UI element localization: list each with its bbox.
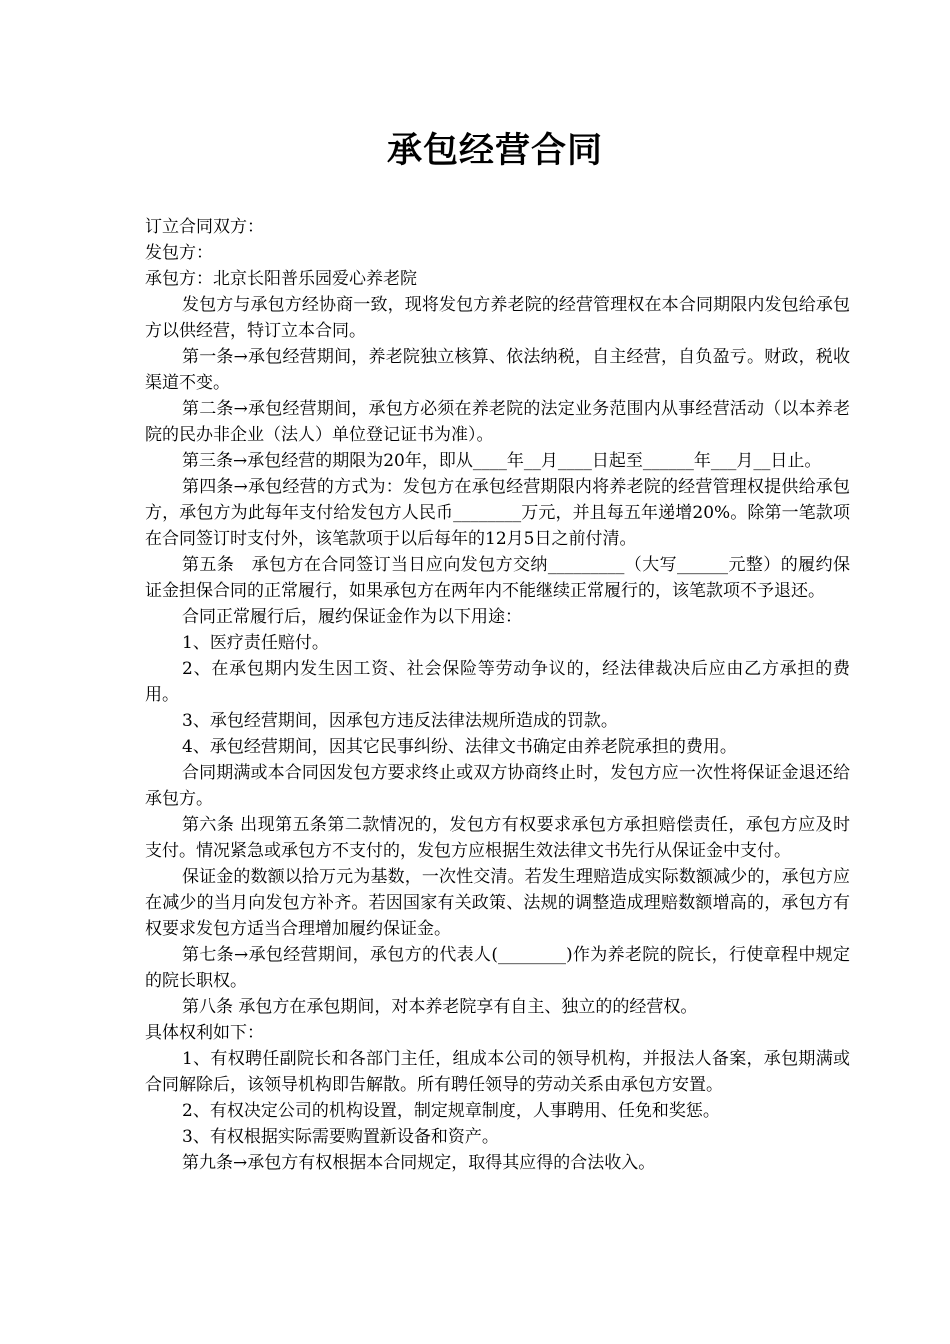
- paragraph: 第五条 承包方在合同签订当日应向发包方交纳_________（大写______元整）的履约保证金担保合同的正常履行，如果承包方在两年内不能继续正常履行的，该笔款项不予退还。: [145, 555, 850, 601]
- document-title: 承包经营合同: [386, 131, 603, 171]
- paragraph: 发包方与承包方经协商一致，现将发包方养老院的经营管理权在本合同期限内发包给承包方以供经营，特订立本合同。: [145, 295, 850, 341]
- paragraph: 第二条→承包经营期间，承包方必须在养老院的法定业务范围内从事经营活动（以本养老院的民办非企业（法人）单位登记证书为准）。: [145, 399, 850, 445]
- paragraph: 3、承包经营期间，因承包方违反法律法规所造成的罚款。: [182, 711, 618, 731]
- paragraph: 第七条→承包经营期间，承包方的代表人(________)作为养老院的院长，行使章程中规定的院长职权。: [145, 945, 850, 991]
- paragraph: 第六条 出现第五条第二款情况的，发包方有权要求承包方承担赔偿责任，承包方应及时支付。情况紧急或承包方不支付的，发包方应根据生效法律文书先行从保证金中支付。: [145, 815, 850, 861]
- paragraph: 具体权利如下：: [145, 1023, 264, 1043]
- paragraph: 3、有权根据实际需要购置新设备和资产。: [182, 1127, 499, 1147]
- paragraph: 订立合同双方：: [145, 217, 264, 237]
- paragraph: 合同正常履行后，履约保证金作为以下用途：: [182, 607, 522, 627]
- paragraph: 承包方：北京长阳普乐园爱心养老院: [145, 269, 417, 289]
- paragraph: 4、承包经营期间，因其它民事纠纷、法律文书确定由养老院承担的费用。: [182, 737, 737, 757]
- paragraph: 第八条 承包方在承包期间，对本养老院享有自主、独立的的经营权。: [182, 997, 698, 1017]
- paragraph: 发包方：: [145, 243, 213, 263]
- paragraph: 第三条→承包经营的期限为20年，即从____年__月____日起至______年___月__日止。: [182, 451, 822, 471]
- paragraph: 1、有权聘任副院长和各部门主任，组成本公司的领导机构，并报法人备案，承包期满或合同解除后，该领导机构即告解散。所有聘任领导的劳动关系由承包方安置。: [145, 1049, 850, 1095]
- paragraph: 2、在承包期内发生因工资、社会保险等劳动争议的，经法律裁决后应由乙方承担的费用。: [145, 659, 850, 705]
- paragraph: 1、医疗责任赔付。: [182, 633, 329, 653]
- paragraph: 2、有权决定公司的机构设置，制定规章制度，人事聘用、任免和奖惩。: [182, 1101, 720, 1121]
- paragraph: 第九条→承包方有权根据本合同规定，取得其应得的合法收入。: [182, 1153, 656, 1173]
- contract-body: [145, 214, 850, 1176]
- paragraph: 第一条→承包经营期间，养老院独立核算、依法纳税，自主经营，自负盈亏。财政，税收渠道不变。: [145, 347, 850, 393]
- paragraph: 保证金的数额以拾万元为基数，一次性交清。若发生理赔造成实际数额减少的，承包方应在减少的当月向发包方补齐。若因国家有关政策、法规的调整造成理赔数额增高的，承包方有权要求发包方适当合理增加履约保证金。: [145, 867, 850, 939]
- paragraph: 第四条→承包经营的方式为：发包方在承包经营期限内将养老院的经营管理权提供给承包方，承包方为此每年支付给发包方人民币________万元，并且每五年递增20%。除第一笔款项在合同签订时支付外，该笔款项于以后每年的12月5日之前付清。: [145, 477, 850, 549]
- paragraph: 合同期满或本合同因发包方要求终止或双方协商终止时，发包方应一次性将保证金退还给承包方。: [145, 763, 850, 809]
